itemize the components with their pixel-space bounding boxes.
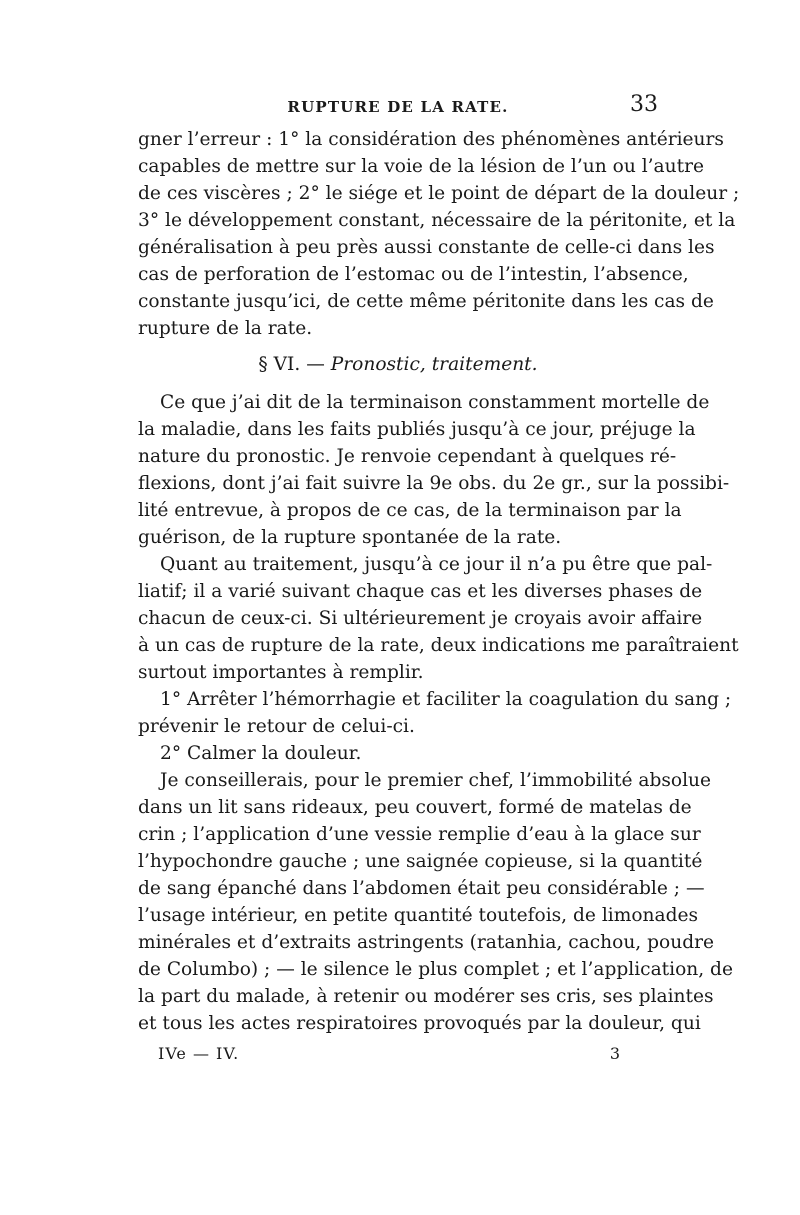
text-line: l’usage intérieur, en petite quantité toutefois, de limonades <box>138 905 699 926</box>
paragraph-4 <box>138 767 733 1037</box>
text-line: minérales et d’extraits astringents (ratanhia, cachou, poudre <box>138 932 714 953</box>
text-line: Ce que j’ai dit de la terminaison constamment mortelle de <box>160 392 710 413</box>
section-heading <box>138 351 658 378</box>
section-label: § VI. — <box>258 354 325 375</box>
text-line: constante jusqu’ici, de cette même péritonite dans les cas de <box>138 291 714 312</box>
text-line: 1° Arrêter l’hémorrhagie et faciliter la coagulation du sang ; <box>160 689 732 710</box>
paragraph-3 <box>138 551 739 686</box>
text-line: 2° Calmer la douleur. <box>160 743 362 764</box>
text-line: la maladie, dans les faits publiés jusqu’à ce jour, préjuge la <box>138 419 696 440</box>
list-item-1 <box>138 686 732 740</box>
text-line: de Columbo) ; — le silence le plus complet ; et l’application, de <box>138 959 733 980</box>
text-line: rupture de la rate. <box>138 318 313 339</box>
text-line: généralisation à peu près aussi constante de celle-ci dans les <box>138 237 715 258</box>
page-number: 33 <box>630 92 658 117</box>
text-line: de sang épanché dans l’abdomen était peu considérable ; — <box>138 878 705 899</box>
text-line: flexions, dont j’ai fait suivre la 9e obs. du 2e gr., sur la possibi- <box>138 473 730 494</box>
text-line: liatif; il a varié suivant chaque cas et les diverses phases de <box>138 581 703 602</box>
text-line: gner l’erreur : 1° la considération des phénomènes antérieurs <box>138 129 724 150</box>
text-line: nature du pronostic. Je renvoie cependant à quelques ré- <box>138 446 677 467</box>
list-item-2 <box>138 740 658 767</box>
text-line: Je conseillerais, pour le premier chef, l’immobilité absolue <box>160 770 712 791</box>
text-line: de ces viscères ; 2° le siége et le point de départ de la douleur ; <box>138 183 740 204</box>
text-line: capables de mettre sur la voie de la lésion de l’un ou l’autre <box>138 156 704 177</box>
text-line: crin ; l’application d’une vessie remplie d’eau à la glace sur <box>138 824 701 845</box>
text-line: Quant au traitement, jusqu’à ce jour il n’a pu être que pal- <box>160 554 713 575</box>
text-line: l’hypochondre gauche ; une saignée copieuse, si la quantité <box>138 851 703 872</box>
section-title: Pronostic, traitement. <box>330 354 538 375</box>
text-line: surtout importantes à remplir. <box>138 662 424 683</box>
text-line: la part du malade, à retenir ou modérer ses cris, ses plaintes <box>138 986 714 1007</box>
text-line: à un cas de rupture de la rate, deux indications me paraîtraient <box>138 635 739 656</box>
signature-right: 3 <box>609 1044 620 1063</box>
text-line: guérison, de la rupture spontanée de la rate. <box>138 527 562 548</box>
text-line: chacun de ceux-ci. Si ultérieurement je croyais avoir affaire <box>138 608 703 629</box>
paragraph-1 <box>138 126 740 342</box>
text-line: lité entrevue, à propos de ce cas, de la terminaison par la <box>138 500 682 521</box>
signature-mark <box>138 1040 658 1070</box>
text-line: cas de perforation de l’estomac ou de l’intestin, l’absence, <box>138 264 689 285</box>
running-title: RUPTURE DE LA RATE. <box>287 98 509 116</box>
paragraph-2 <box>138 389 730 551</box>
running-head <box>138 92 658 122</box>
text-line: prévenir le retour de celui-ci. <box>138 716 415 737</box>
text-line: dans un lit sans rideaux, peu couvert, formé de matelas de <box>138 797 692 818</box>
text-line: 3° le développement constant, nécessaire de la péritonite, et la <box>138 210 736 231</box>
body-text <box>138 126 740 1037</box>
text-line: et tous les actes respiratoires provoqués par la douleur, qui <box>138 1013 701 1034</box>
signature-left: IVe — IV. <box>158 1044 240 1063</box>
